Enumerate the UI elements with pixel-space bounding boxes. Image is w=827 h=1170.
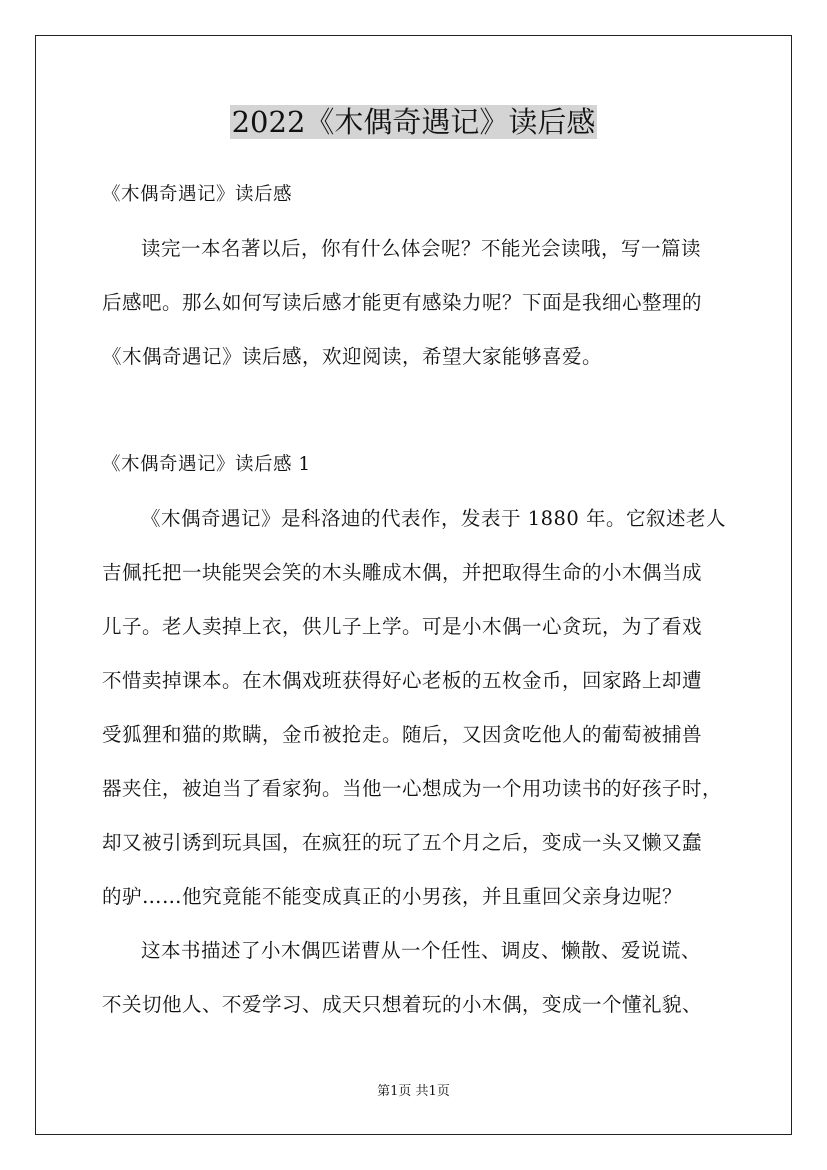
intro-line: 《木偶奇遇记》读后感，欢迎阅读，希望大家能够喜爱。 xyxy=(102,345,603,368)
paragraph-line: 不关切他人、不爱学习、成天只想着玩的小木偶，变成一个懂礼貌、 xyxy=(102,993,703,1016)
document-body xyxy=(102,168,734,1032)
section-heading: 《木偶奇遇记》读后感 xyxy=(102,184,293,205)
page-number: 第1页 共1页 xyxy=(377,1084,450,1099)
paragraph-line: 儿子。老人卖掉上衣，供儿子上学。可是小木偶一心贪玩，为了看戏 xyxy=(102,615,703,638)
document-title-text: 2022《木偶奇遇记》读后感 xyxy=(231,105,596,139)
paragraph-line: 受狐狸和猫的欺瞒，金币被抢走。随后，又因贪吃他人的葡萄被捕兽 xyxy=(102,723,703,746)
paragraph-line: 的驴……他究竟能不能变成真正的小男孩，并且重回父亲身边呢？ xyxy=(102,885,683,908)
document-title xyxy=(0,102,827,142)
essay-heading: 《木偶奇遇记》读后感 1 xyxy=(102,454,311,475)
intro-line: 读完一本名著以后，你有什么体会呢？不能光会读哦，写一篇读 xyxy=(141,237,702,260)
paragraph-line: 这本书描述了小木偶匹诺曹从一个任性、调皮、懒散、爱说谎、 xyxy=(141,939,702,962)
paragraph-line: 器夹住，被迫当了看家狗。当他一心想成为一个用功读书的好孩子时， xyxy=(102,777,723,800)
intro-line: 后感吧。那么如何写读后感才能更有感染力呢？下面是我细心整理的 xyxy=(102,291,703,314)
paragraph-line: 却又被引诱到玩具国，在疯狂的玩了五个月之后，变成一头又懒又蠢 xyxy=(102,831,703,854)
paragraph-line: 吉佩托把一块能哭会笑的木头雕成木偶，并把取得生命的小木偶当成 xyxy=(102,561,703,584)
blank-line xyxy=(102,384,734,438)
paragraph-line: 《木偶奇遇记》是科洛迪的代表作，发表于 1880 年。它叙述老人 xyxy=(141,507,727,530)
paragraph-line: 不惜卖掉课本。在木偶戏班获得好心老板的五枚金币，回家路上却遭 xyxy=(102,669,703,692)
